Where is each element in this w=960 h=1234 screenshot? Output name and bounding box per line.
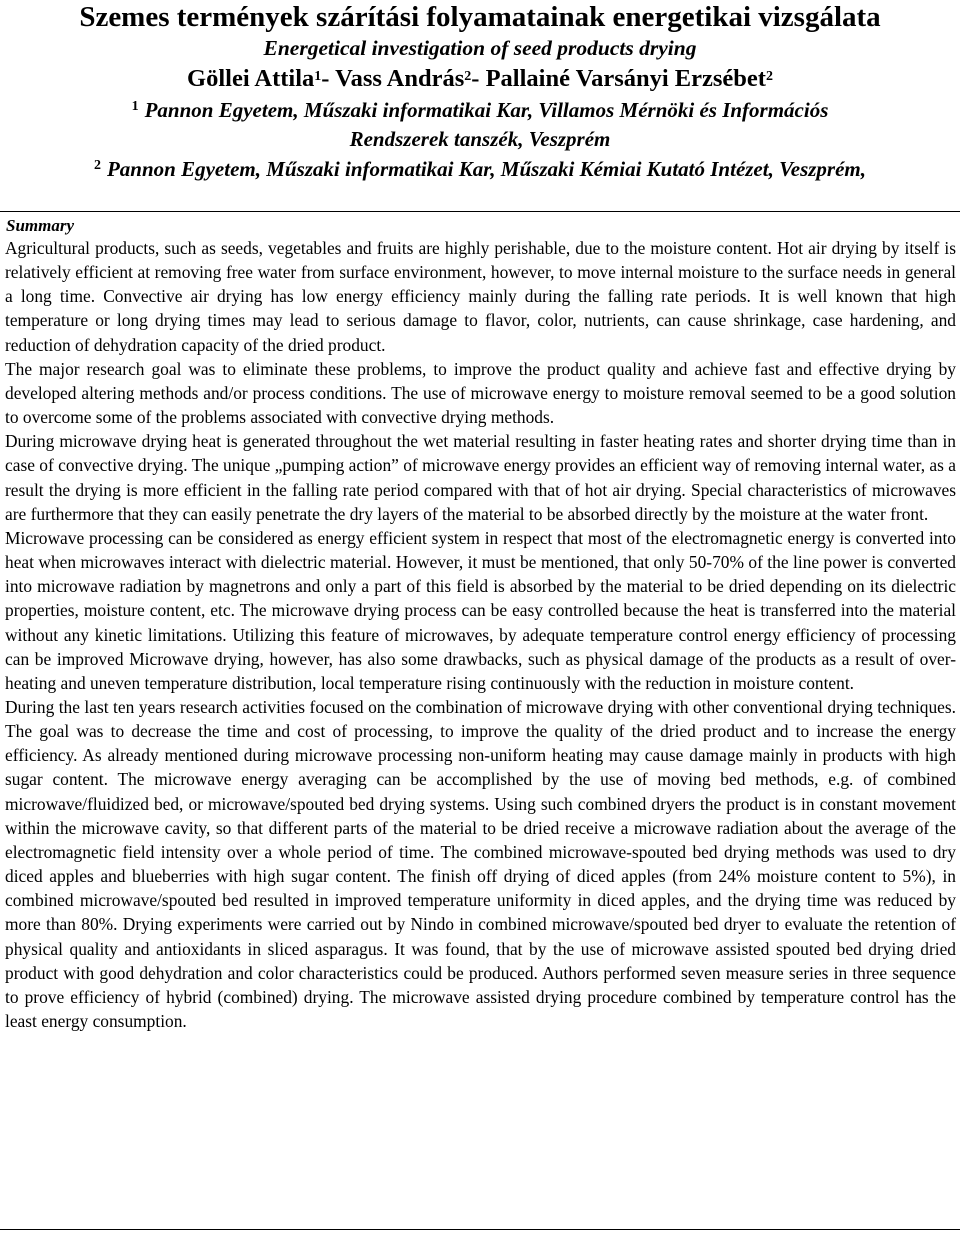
author-2: - Vass András xyxy=(321,65,465,92)
author-2-affil-mark: 2 xyxy=(464,69,472,84)
author-line xyxy=(0,63,960,95)
paper-title: Szemes termények szárítási folyamatainak energetikai vizsgálata xyxy=(79,1,881,33)
affiliation-1-line-2: Rendszerek tanszék, Veszprém xyxy=(349,127,611,151)
author-1-affil-mark: 1 xyxy=(314,69,322,84)
affiliation-2-mark: 2 xyxy=(93,158,101,173)
header-divider xyxy=(0,211,960,212)
author-3-affil-mark: 2 xyxy=(765,69,773,84)
affiliation-2-line-1 xyxy=(0,155,960,183)
paper-subtitle: Energetical investigation of seed products drying xyxy=(263,36,697,60)
summary-paragraph: During the last ten years research activities focused on the combination of microwave drying with other conventional drying techniques. The goal was to decrease the time and cost of processing, to improve the quality of the dried product and to increase the energy efficiency. As already mentioned during microwave processing non-uniform heating may cause damage mainly in products with high sugar content. The microwave energy averaging can be accomplished by the use of moving bed methods, e.g. of combined microwave/fluidized bed, or microwave/spouted bed drying systems. Using such combined dryers the product is in constant movement within the microwave cavity, so that different parts of the material to be dried receive a microwave radiation about the average of the electromagnetic field intensity over a whole period of time. The combined microwave-spouted bed drying methods was used to dry diced apples and blueberries with high sugar content. The finish off drying of diced apples (from 24% moisture content to 5%), in combined microwave/spouted bed resulted in improved temperature uniformity in diced apples, and the drying time was reduced by more than 80%. Drying experiments were carried out by Nindo in combined microwave/spouted bed dryer to evaluate the retention of physical quality and antioxidants in sliced asparagus. It was found, that by the use of microwave assisted spouted bed drying dried product with good dehydration and color characteristics could be produced. Authors performed seven measure series in three sequence to prove efficiency of hybrid (combined) drying. The microwave assisted drying procedure combined by temperature control has the least energy consumption. xyxy=(5,696,956,1031)
summary-paragraph: The major research goal was to eliminate these problems, to improve the product quality and achieve fast and effective drying by developed altering methods and/or process conditions. The use of microwave energy to moisture removal seemed to be a good solution to overcome some of the problems associated with convective drying methods. xyxy=(5,358,956,428)
affiliation-1-text: Pannon Egyetem, Műszaki informatikai Kar, Villamos Mérnöki és Információs xyxy=(144,98,829,122)
summary-body xyxy=(5,236,956,1033)
affiliation-2-text: Pannon Egyetem, Műszaki informatikai Kar, Műszaki Kémiai Kutató Intézet, Veszprém, xyxy=(106,157,867,181)
footer-divider xyxy=(0,1229,960,1230)
affiliation-1-mark: 1 xyxy=(131,99,139,114)
affiliation-1-line-1 xyxy=(0,96,960,124)
author-3: - Pallainé Varsányi Erzsébet xyxy=(471,65,766,92)
summary-paragraph: Microwave processing can be considered as energy efficient system in respect that most of the electromagnetic energy is converted into heat when microwaves interact with dielectric material. However, it must be mentioned, that only 50-70% of the line power is converted into microwave radiation by magnetrons and only a part of this field is absorbed by the material to be dried depending on its dielectric properties, moisture content, etc. The microwave drying process can be easy controlled because the heat is transferred into the material without any kinetic limitations. Utilizing this feature of microwaves, by adequate temperature control energy efficiency of processing can be improved Microwave drying, however, has also some drawbacks, such as physical damage of the products as a result of over-heating and uneven temperature distribution, local temperature rising continuously with the reduction in moisture content. xyxy=(5,527,956,693)
summary-paragraph: During microwave drying heat is generated throughout the wet material resulting in faster heating rates and shorter drying time than in case of convective drying. The unique „pumping action” of microwave energy provides an efficient way of removing internal water, as a result the drying is more efficient in the falling rate period compared with that of hot air drying. Special characteristics of microwaves are furthermore that they can easily penetrate the dry layers of the material to be absorbed directly by the moisture at the water front. xyxy=(5,431,956,524)
summary-heading: Summary xyxy=(6,216,75,235)
author-1: Göllei Attila xyxy=(187,65,315,92)
summary-paragraph: Agricultural products, such as seeds, vegetables and fruits are highly perishable, due to the moisture content. Hot air drying by itself is relatively efficient at removing free water from surface environment, however, to move internal moisture to the surface needs in general a long time. Convective air drying has low energy efficiency mainly during the falling rate periods. It is well known that high temperature or long drying times may lead to serious damage to flavor, color, nutrients, can cause shrinkage, case hardening, and reduction of dehydration capacity of the dried product. xyxy=(5,238,956,355)
